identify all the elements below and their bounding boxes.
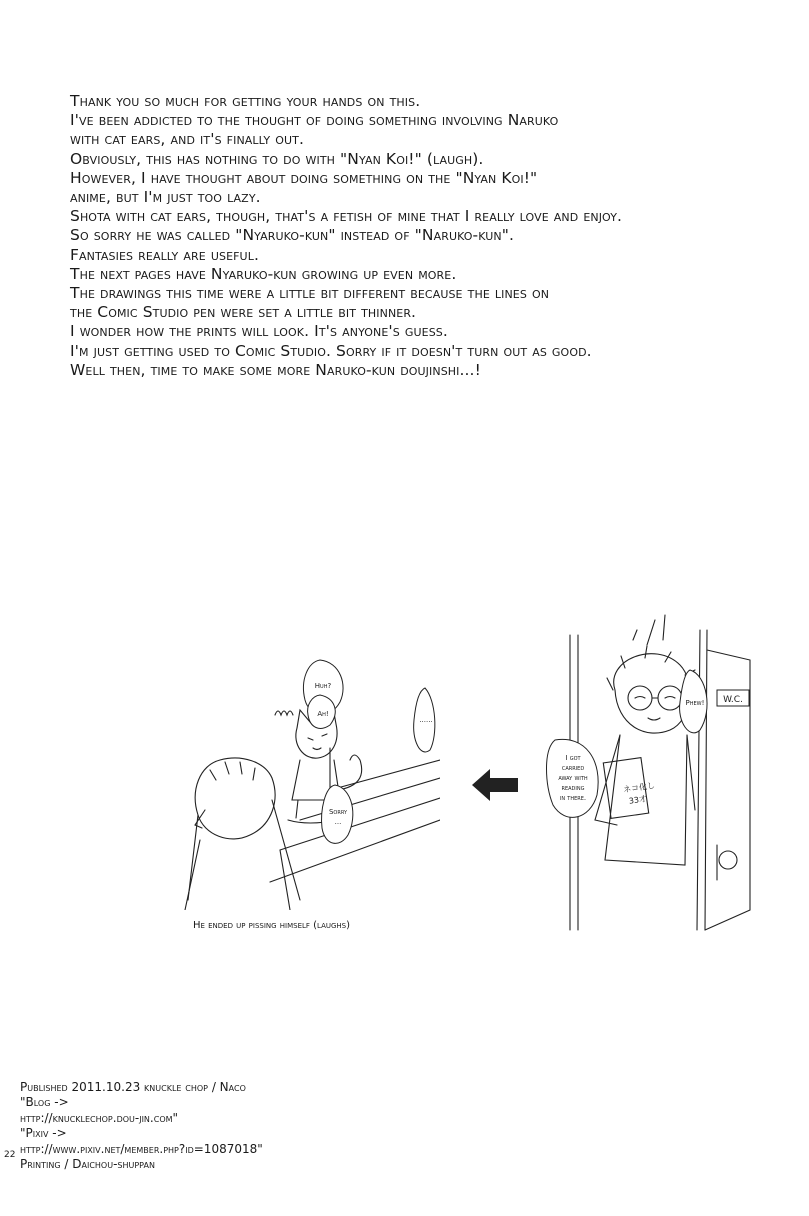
bubble-phew: Phew! (685, 699, 705, 707)
bubble-ah: Ah! (317, 710, 329, 718)
illustration-caption: He ended up pissing himself (laughs) (193, 920, 351, 931)
afterword-line: So sorry he was called "Nyaruko-kun" instead of "Naruko-kun". (70, 226, 515, 245)
bubble-sorry-dots: ... (334, 818, 342, 826)
afterword-text (70, 92, 770, 380)
bubble-got-line-2: carried (561, 764, 585, 772)
bubble-got-line-3: away with (558, 774, 588, 782)
colophon-line: http://www.pixiv.net/member.php?id=1087018" (20, 1141, 263, 1156)
afterword-line: the Comic Studio pen were set a little bit thinner. (70, 303, 417, 322)
colophon-line: Published 2011.10.23 knuckle chop / Naco (20, 1080, 246, 1094)
bubble-got-line-5: in there. (559, 794, 587, 802)
afterword-line: Shota with cat ears, though, that's a fetish of mine that I really love and enjoy. (70, 207, 623, 226)
afterword-line: with cat ears, and it's finally out. (70, 130, 304, 149)
bubble-huh: Huh? (314, 682, 332, 690)
colophon-line: http://knucklechop.dou-jin.com" (20, 1110, 179, 1125)
afterword-line: However, I have thought about doing something on the "Nyan Koi!" (70, 168, 538, 187)
afterword-line: The drawings this time were a little bit different because the lines on (70, 284, 550, 303)
page-number: 22 (4, 1150, 16, 1160)
illustration-toilet-door (545, 610, 775, 940)
afterword-line: I've been addicted to the thought of doing something involving Naruko (70, 111, 559, 130)
afterword-line: Fantasies really are useful. (70, 245, 259, 264)
colophon-line: "Blog -> (20, 1095, 69, 1110)
bubble-dots: ...... (419, 716, 433, 724)
left-arrow-icon (470, 765, 520, 805)
illustration-hallway (180, 650, 440, 910)
afterword-line: anime, but I'm just too lazy. (70, 188, 261, 207)
book-title-line-1: ネコ化し (622, 780, 656, 795)
afterword-line: Obviously, this has nothing to do with "Nyan Koi!" (laugh). (70, 149, 484, 168)
afterword-line: The next pages have Nyaruko-kun growing up even more. (70, 264, 457, 283)
bubble-got-line-4: reading (561, 784, 585, 792)
colophon-line: "Pixiv -> (20, 1126, 67, 1141)
sign-wc: W.C. (723, 695, 743, 705)
afterword-line: Well then, time to make some more Naruko-kun doujinshi...! (70, 360, 481, 379)
bubble-got-line-1: I got (565, 754, 581, 762)
afterword-line: Thank you so much for getting your hands on this. (70, 92, 421, 110)
afterword-line: I'm just getting used to Comic Studio. Sorry if it doesn't turn out as good. (70, 341, 592, 360)
afterword-line: I wonder how the prints will look. It's anyone's guess. (70, 322, 448, 341)
colophon-line: Printing / Daichou-shuppan (20, 1157, 155, 1172)
book-title-line-2: 33才 (628, 794, 648, 806)
colophon (20, 1080, 263, 1172)
bubble-sorry: Sorry (328, 808, 348, 816)
